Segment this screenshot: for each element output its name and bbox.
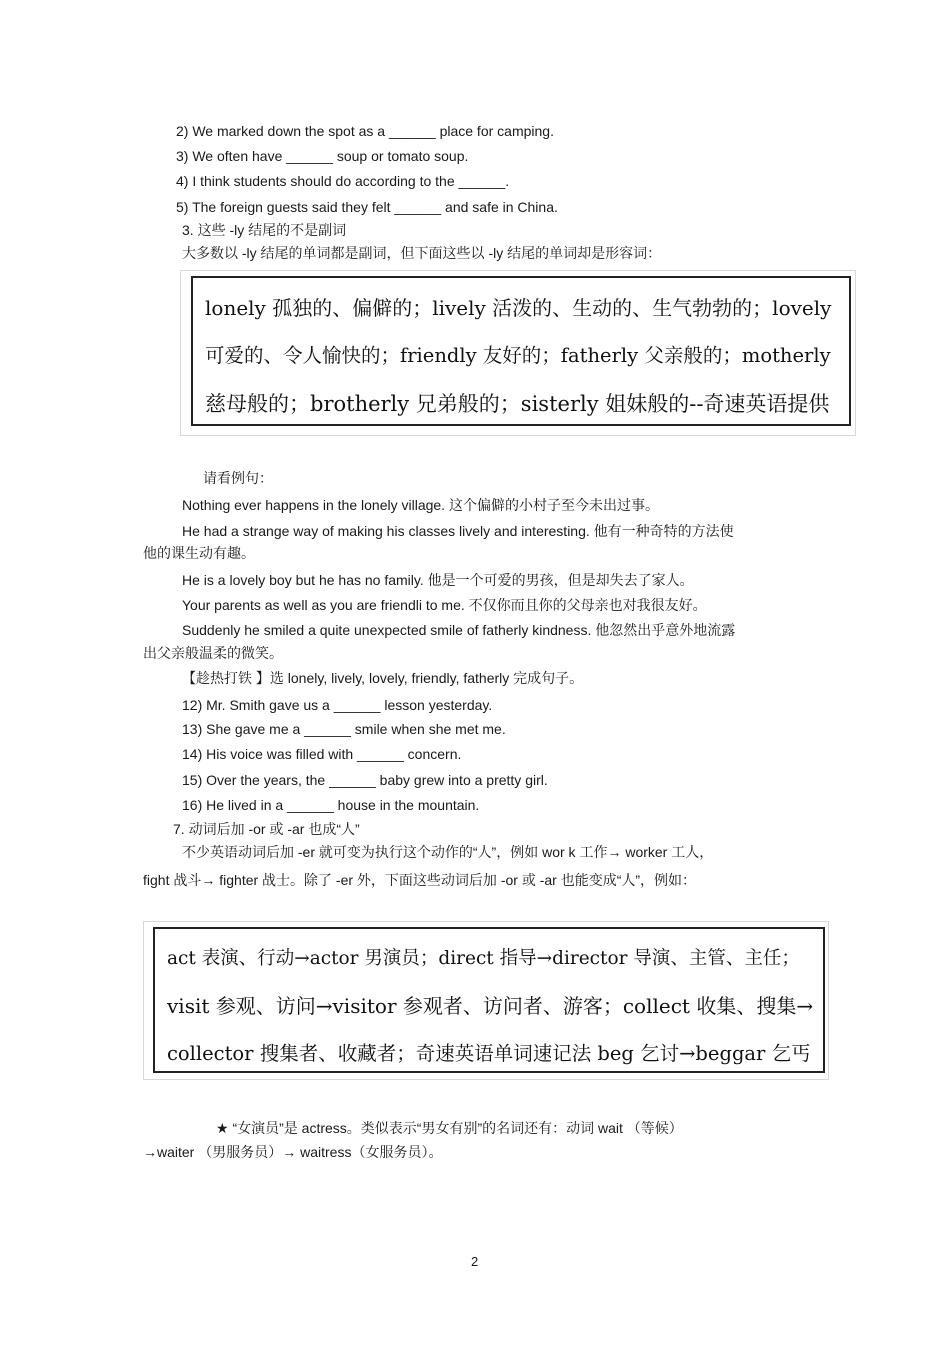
box-line: visit 参观、访问→visitor 参观者、访问者、游客；collect 收集、搜集→ — [167, 994, 814, 1018]
practice-heading: 【趁热打铁 】选 lonely, lively, lovely, friendly, fatherly 完成句子。 — [182, 670, 584, 686]
example-sentence: He is a lovely boy but he has no family. 他是一个可爱的男孩，但是却失去了家人。 — [182, 572, 694, 588]
box-line: act 表演、行动→actor 男演员；direct 指导→director 导演、主管、主任； — [167, 948, 800, 969]
exercise-line: 12) Mr. Smith gave us a ______ lesson yesterday. — [182, 697, 493, 713]
section-intro: fight 战斗→ fighter 战士。除了 -er 外，下面这些动词后加 -or 或 -ar 也能变成“人”，例如： — [143, 872, 697, 888]
examples-heading: 请看例句： — [203, 470, 273, 486]
section-heading: 3. 这些 -ly 结尾的不是副词 — [182, 222, 347, 238]
section-heading: 7. 动词后加 -or 或 -ar 也成“人” — [173, 821, 360, 837]
section-intro: 不少英语动词后加 -er 就可变为执行这个动作的“人”，例如 wor k 工作→ worker 工人， — [182, 844, 714, 860]
exercise-line: 13) She gave me a ______ smile when she met me. — [182, 721, 506, 737]
example-sentence: 他的课生动有趣。 — [143, 545, 255, 561]
note-line: →waiter （男服务员）→ waitress（女服务员）。 — [143, 1144, 443, 1160]
word-box-ly-adjectives — [191, 276, 851, 426]
exercise-line: 16) He lived in a ______ house in the mountain. — [182, 797, 480, 813]
example-sentence: 出父亲般温柔的微笑。 — [143, 645, 283, 661]
exercise-line: 14) His voice was filled with ______ concern. — [182, 746, 462, 762]
exercise-line: 5) The foreign guests said they felt ______ and safe in China. — [176, 199, 558, 215]
example-sentence: Suddenly he smiled a quite unexpected smile of fatherly kindness. 他忽然出乎意外地流露 — [182, 622, 736, 638]
example-sentence: Nothing ever happens in the lonely village. 这个偏僻的小村子至今未出过事。 — [182, 497, 659, 513]
exercise-line: 4) I think students should do according to the ______. — [176, 173, 510, 189]
exercise-line: 3) We often have ______ soup or tomato soup. — [176, 148, 469, 164]
box-line: 慈母般的；brotherly 兄弟般的；sisterly 姐妹般的--奇速英语提供 — [205, 392, 830, 416]
example-sentence: He had a strange way of making his classes lively and interesting. 他有一种奇特的方法使 — [182, 523, 734, 539]
exercise-line: 15) Over the years, the ______ baby grew into a pretty girl. — [182, 772, 548, 788]
page-number: 2 — [471, 1254, 479, 1269]
section-intro: 大多数以 -ly 结尾的单词都是副词，但下面这些以 -ly 结尾的单词却是形容词： — [182, 245, 662, 261]
word-box-or-ar-nouns — [153, 927, 825, 1073]
box-line: collector 搜集者、收藏者；奇速英语单词速记法 beg 乞讨→beggar 乞丐 — [167, 1042, 811, 1065]
box-line: 可爱的、令人愉快的；friendly 友好的；fatherly 父亲般的；motherly — [205, 344, 831, 367]
exercise-line: 2) We marked down the spot as a ______ place for camping. — [176, 123, 554, 139]
example-sentence: Your parents as well as you are friendli to me. 不仅你而且你的父母亲也对我很友好。 — [182, 597, 707, 613]
note-line: ★ “女演员”是 actress。类似表示“男女有别”的名词还有：动词 wait （等候） — [216, 1120, 683, 1136]
box-line: lonely 孤独的、偏僻的；lively 活泼的、生动的、生气勃勃的；lovely — [205, 296, 832, 320]
